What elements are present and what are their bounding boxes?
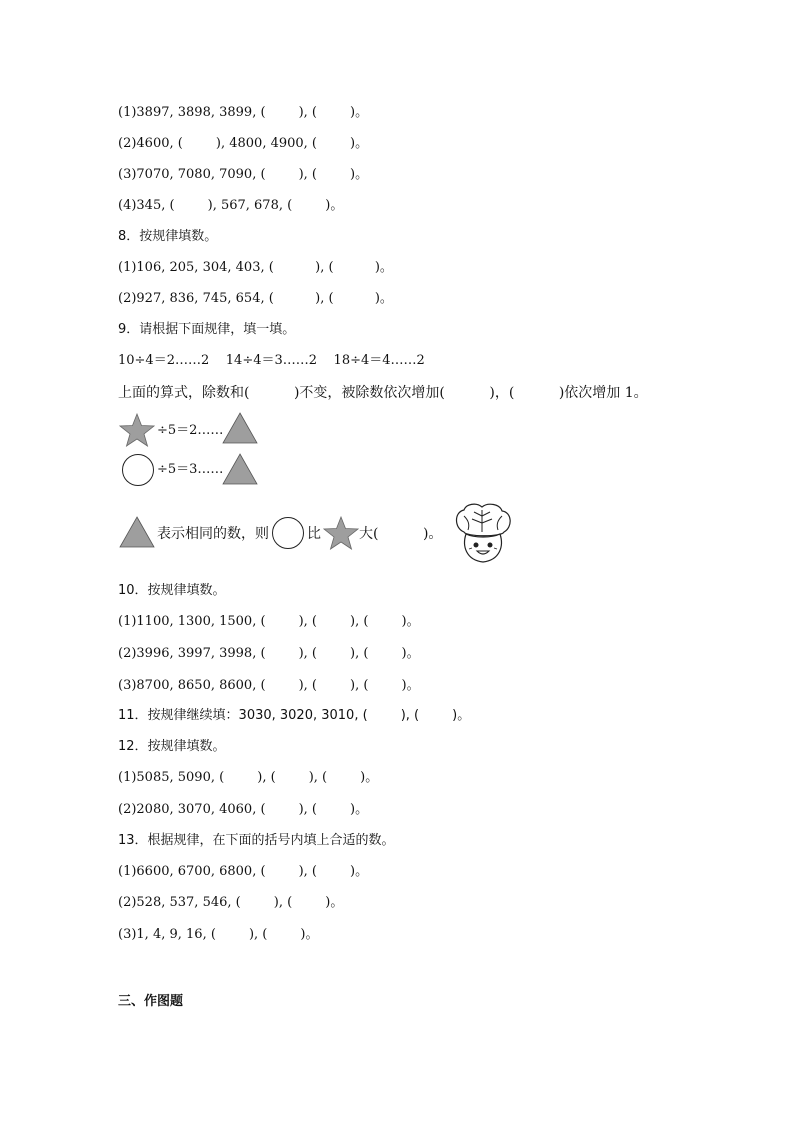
question-12-title: 12．按规律填数。: [118, 739, 226, 754]
question-8-title: 8．按规律填数。: [118, 229, 218, 244]
question-12-2: (2)2080, 3070, 4060, ( ), ( )。: [118, 802, 369, 817]
star-icon: [119, 413, 155, 447]
cabbage-mascot-icon: [452, 502, 514, 566]
question-9-title: 9．请根据下面规律，填一填。: [118, 322, 296, 337]
question-9-equations: 10÷4＝2……2 14÷4＝3……2 18÷4＝4……2: [118, 353, 425, 368]
section-3-heading: 三、作图题: [118, 994, 184, 1009]
question-11: 11．按规律继续填：3030, 3020, 3010, ( ), ( )。: [118, 708, 471, 723]
question-10-3: (3)8700, 8650, 8600, ( ), ( ), ( )。: [118, 678, 420, 693]
question-9-text: 上面的算式，除数和( )不变，被除数依次增加( )，( )依次增加 1。: [118, 385, 648, 401]
question-13-title: 13．根据规律，在下面的括号内填上合适的数。: [118, 833, 395, 848]
question-13-3: (3)1, 4, 9, 16, ( ), ( )。: [118, 927, 319, 942]
circle-icon: [271, 516, 305, 550]
question-9-row2-text: ÷5＝3……: [157, 462, 224, 477]
question-9-statement-2: 比: [307, 526, 321, 542]
question-9-statement-1: 表示相同的数，则: [157, 526, 269, 542]
circle-icon: [121, 453, 155, 487]
question-10-title: 10．按规律填数。: [118, 583, 226, 598]
triangle-icon: [222, 412, 258, 444]
triangle-icon: [119, 516, 155, 548]
line-7-4: (4)345, ( ), 567, 678, ( )。: [118, 198, 344, 213]
line-7-1: (1)3897, 3898, 3899, ( ), ( )。: [118, 105, 369, 120]
question-12-1: (1)5085, 5090, ( ), ( ), ( )。: [118, 770, 379, 785]
question-8-1: (1)106, 205, 304, 403, ( ), ( )。: [118, 260, 393, 275]
question-10-1: (1)1100, 1300, 1500, ( ), ( ), ( )。: [118, 614, 420, 629]
line-7-3: (3)7070, 7080, 7090, ( ), ( )。: [118, 167, 369, 182]
question-13-2: (2)528, 537, 546, ( ), ( )。: [118, 895, 344, 910]
question-9-statement-3: 大( )。: [359, 526, 443, 542]
question-10-2: (2)3996, 3997, 3998, ( ), ( ), ( )。: [118, 646, 420, 661]
question-9-row1-text: ÷5＝2……: [157, 423, 224, 438]
question-8-2: (2)927, 836, 745, 654, ( ), ( )。: [118, 291, 393, 306]
star-icon: [323, 516, 359, 550]
line-7-2: (2)4600, ( ), 4800, 4900, ( )。: [118, 136, 369, 151]
question-13-1: (1)6600, 6700, 6800, ( ), ( )。: [118, 864, 369, 879]
triangle-icon: [222, 453, 258, 485]
